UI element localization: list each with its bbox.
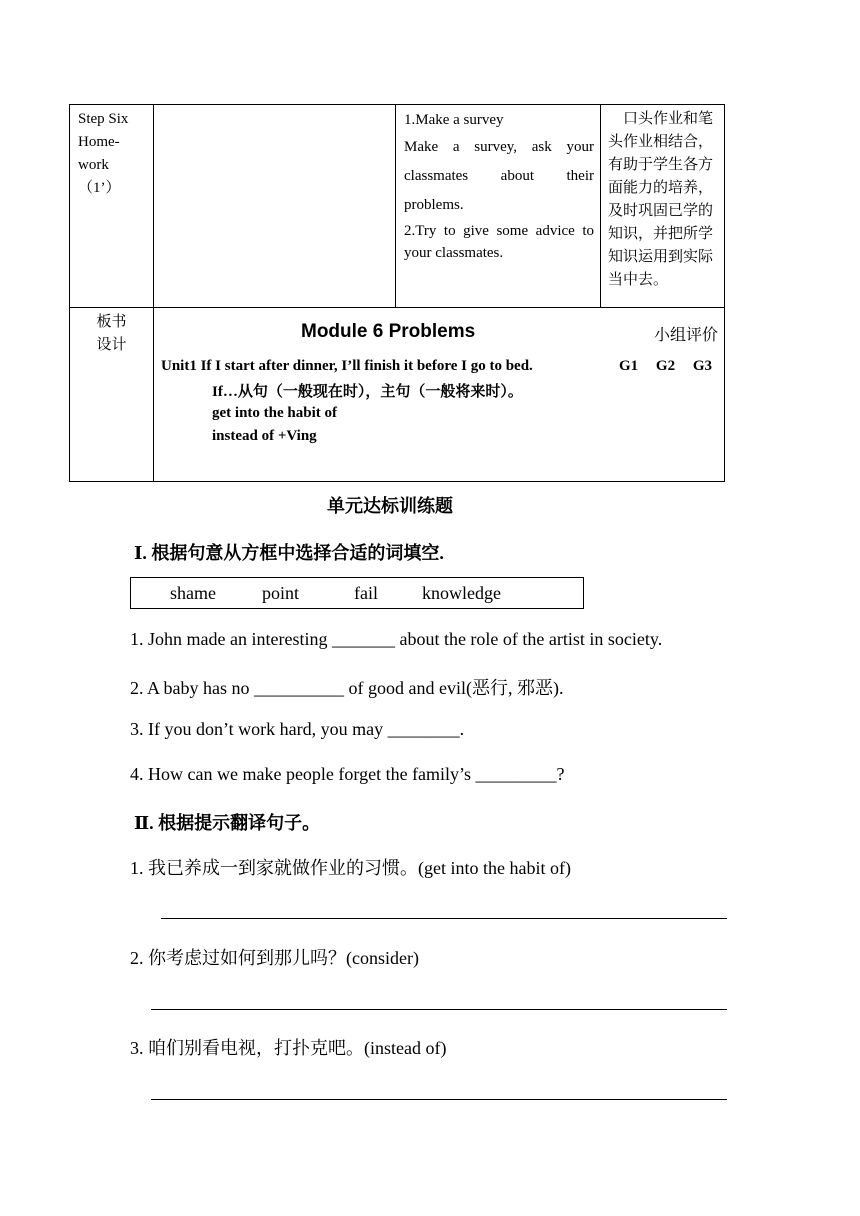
answer-line <box>151 1009 727 1010</box>
word-option: fail <box>354 583 378 603</box>
board-label-cell <box>70 308 154 482</box>
translate-question: 1. 我已养成一到家就做作业的习惯。(get into the habit of) <box>130 858 571 878</box>
group-labels: G1 G2 G3 <box>618 358 712 374</box>
unit-title: Unit1 If I start after dinner, I’ll finish it before I go to bed. <box>161 358 533 374</box>
word-option: shame <box>170 583 216 603</box>
lesson-plan-table <box>69 104 725 482</box>
note-cell: 口头作业和笔头作业相结合，有助于学生各方面能力的培养，及时巩固已学的知识，并把所学知识运用到实际当中去。 <box>601 105 725 308</box>
task-line: Make a survey, ask your classmates about their problems. <box>404 139 594 213</box>
step-label: work <box>78 157 109 173</box>
fill-question: 1. John made an interesting _______ about the role of the artist in society. <box>130 629 663 649</box>
word-option: point <box>262 583 300 603</box>
group-eval-label: 小组评价 <box>653 327 718 344</box>
board-line: get into the habit of <box>212 405 337 421</box>
translate-question: 2. 你考虑过如何到那儿吗？(consider) <box>130 948 419 968</box>
step-label: Step Six <box>78 111 129 127</box>
section-1-heading: Ⅰ. 根据句意从方框中选择合适的词填空. <box>134 543 444 563</box>
board-label: 板书 <box>96 314 127 330</box>
step-time: （1’） <box>78 180 121 196</box>
fill-question: 3. If you don’t work hard, you may ________. <box>130 719 465 739</box>
task-cell <box>396 105 601 308</box>
board-label: 设计 <box>96 337 127 353</box>
exercise-title: 单元达标训练题 <box>327 496 453 516</box>
translate-question: 3. 咱们别看电视，打扑克吧。(instead of) <box>130 1038 447 1058</box>
word-box <box>130 577 584 609</box>
task-line: 2.Try to give some advice to your classmates. <box>404 223 594 261</box>
section-2-heading: Ⅱ. 根据提示翻译句子。 <box>134 813 321 833</box>
board-line: instead of +Ving <box>212 428 317 444</box>
fill-question: 4. How can we make people forget the family’s _________? <box>130 764 565 784</box>
fill-question: 2. A baby has no __________ of good and evil(恶行, 邪恶). <box>130 678 564 698</box>
step-label: Home- <box>78 134 120 150</box>
answer-line <box>151 1099 727 1100</box>
empty-cell <box>154 105 396 308</box>
board-design-cell <box>154 308 725 482</box>
task-line: 1.Make a survey <box>404 112 504 128</box>
word-option: knowledge <box>422 583 501 603</box>
answer-line <box>161 918 727 919</box>
board-title: Module 6 Problems <box>301 321 476 342</box>
board-line: If…从句（一般现在时），主句（一般将来时）。 <box>212 384 523 400</box>
step-cell <box>70 105 154 308</box>
board-row <box>70 308 725 482</box>
homework-row <box>70 105 725 308</box>
